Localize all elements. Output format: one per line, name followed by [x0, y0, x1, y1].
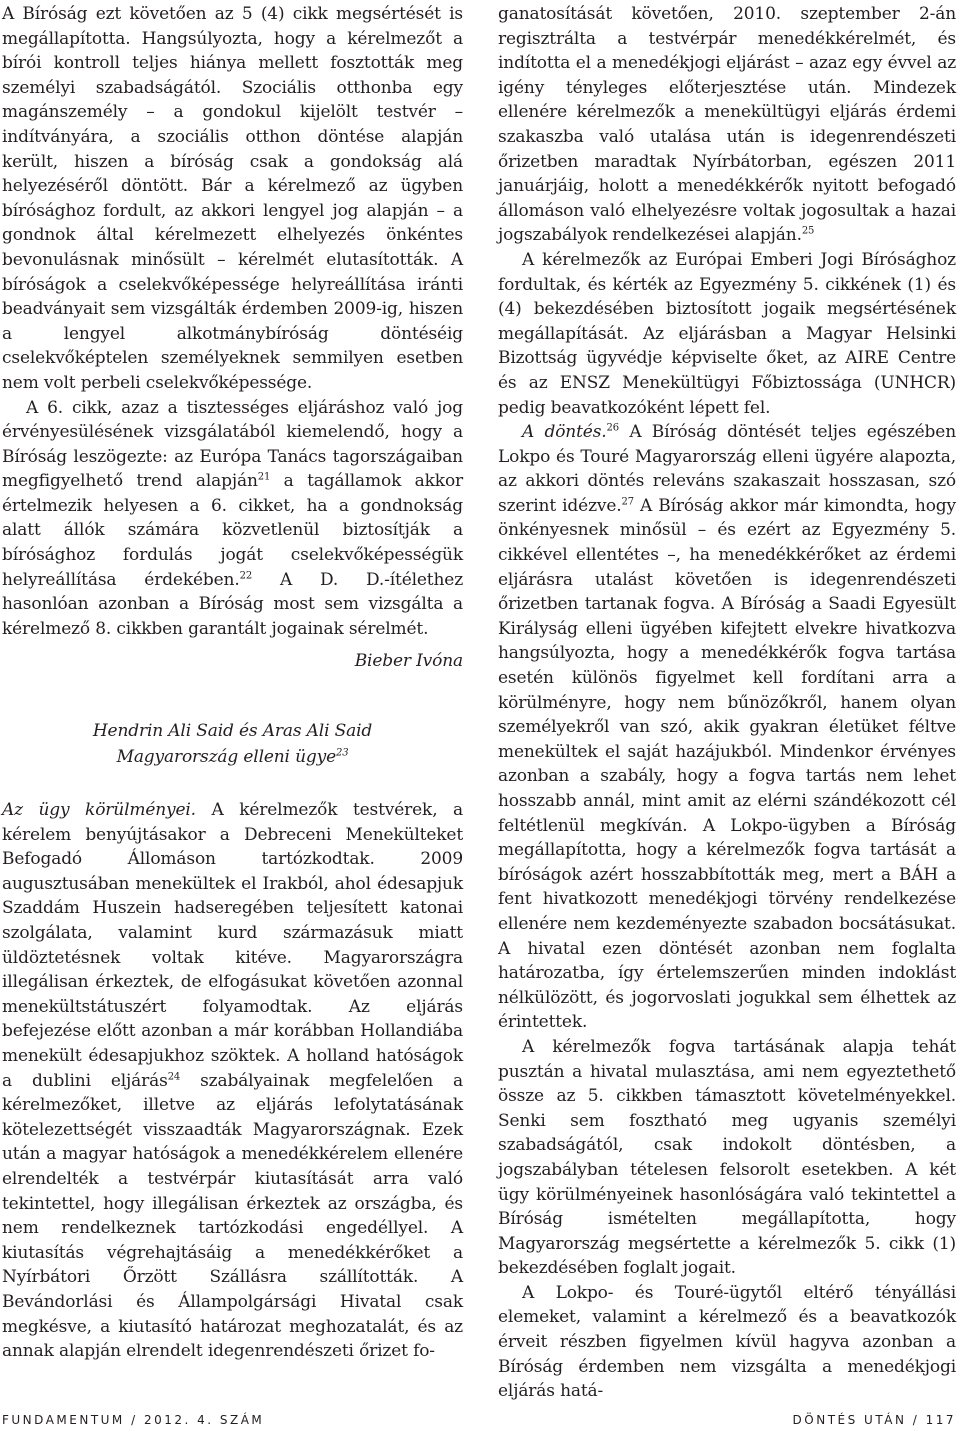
case-title-line-2	[2, 744, 463, 770]
paragraph: A kérelmezők fogva tartásának alapja tehát pusztán a hivatal mulasztása, ami nem egyeztethető össze az 5. cikkben támasztott követelményekkel. Senki sem fosztható meg ugyanis személyi szabadságától, csak indokolt döntésben, a jogszabályban tételesen felsorolt esetekben. A két ügy körülményeinek hasonlóságára való tekintettel a Bíróság ismételten megállapította, hogy Magyarország megsértette a kérelmezők 5. cikk (1) bekezdésében foglalt jogait.	[498, 1036, 956, 1279]
author-signature: Bieber Ivóna	[354, 651, 463, 672]
text: A D. D.-ítélethez hasonlóan azonban a Bíróság most sem vizsgálta a kérelmező 8. cikkben garantált jogainak sérelmét.	[2, 569, 464, 639]
paragraph	[2, 798, 463, 1364]
text: A Bíróság döntését teljes egészében Lokpo és Touré Magyarország elleni ügyére alapozta, az akkori döntés releváns szakaszait hosszasan, szó szerint idézve.	[498, 422, 957, 516]
footnote-ref: 22	[239, 570, 253, 581]
footnote-ref: 24	[167, 1070, 181, 1082]
paragraph	[498, 2, 956, 248]
text: Magyarország elleni ügye	[116, 747, 336, 768]
case-heading	[2, 718, 463, 770]
footnote-ref: 25	[801, 225, 815, 237]
text: A kérelmezők testvérek, a kérelem benyújtásakor a Debreceni Menekülteket Befogadó Állomáson tartózkodtak. 2009 augusztusában menekültek el Irakból, ahol édesapjuk Szaddám Huszein hadseregében teljesített katonai szolgálata, valamint kurd származásuk miatt üldöztetésnek voltak kitéve. Magyarországra illegálisan érkeztek, de elfogásukat követően azonnal menekültstátuszért folyamodtak. Az eljárás befejezése előtt azonban a már korábban Hollandiába menekült édesapjukhoz szöktek. A holland hatóságok a dublini eljárás	[2, 800, 464, 1091]
case-title-line-1: Hendrin Ali Said és Aras Ali Said	[92, 721, 373, 742]
paragraph: A Lokpo- és Touré-ügytől eltérő tényállási elemeket, valamint a kérelmező és a beavatkozók érveit részben figyelmen kívül hagyva azonban a Bíróság érdemben nem vizsgálta a menedékjogi eljárás hatá-	[498, 1282, 956, 1402]
paragraph: A kérelmezők az Európai Emberi Jogi Bírósághoz fordultak, és kérték az Egyezmény 5. cikkének (1) és (4) bekezdésében biztosított jogaik megsértésének megállapítását. Az eljárásban a Magyar Helsinki Bizottság ügyvédje képviselte őket, az AIRE Centre és az ENSZ Menekültügyi Főbiztossága (UNHCR) pedig beavatkozóként lépett fel.	[498, 249, 956, 418]
left-column	[2, 2, 463, 1364]
footer-journal: FUNDAMENTUM / 2012. 4. SZÁM	[2, 1413, 265, 1427]
footnote-ref: 26	[606, 422, 619, 434]
paragraph	[2, 396, 463, 642]
right-column	[498, 2, 956, 1404]
paragraph: A Bíróság ezt követően az 5 (4) cikk megsértését is megállapította. Hangsúlyozta, hogy a kérelmezőt a bírói kontroll teljes hiánya mellett fosztották meg személyi szabadságától. Szociális otthonba egy magánszemély – a gondokul kijelölt testvér – indítványára, a szociális otthon döntése alapján került, hiszen a bíróság csak a gondokság alá helyezéséről döntött. Bár a kérelmező az ügyben bírósághoz fordult, az akkori lengyel jog alapján – a gondnok által kérelmezett elhelyezés önkéntes bevonulásnak minősült – kérelmét elutasították. A bíróságok a cselekvőképessége helyreállítása iránti beadványait sem vizsgálták érdemben 2009-ig, hiszen a lengyel alkotmánybíróság döntéséig cselekvőképtelen személyeknek semmilyen esetben nem volt perbeli cselekvőképessége.	[2, 4, 463, 393]
text: szabályainak megfelelően a kérelmezőket, illetve az eljárás lefolytatásának kötelezettségét visszaadták Magyarországnak. Ezek után a magyar hatóságok a menedékkérelem ellenére elrendelték a testvérpár kiutasítását arra való tekintettel, hogy illegálisan érkeztek az országba, és nem rendelkeznek tartózkodási engedéllyel. A kiutasítás végrehajtásáig a menedékkérőket a Nyírbátori Őrzött Szállásra szállították. A Bevándorlási és Állampolgársági Hivatal csak megkésve, a kiutasító határozat meghozatalát, és az annak alapján elrendelt idegenrendészeti őrizet fo-	[2, 1070, 463, 1362]
footnote-ref: 23	[336, 747, 349, 759]
footer-page-number: DÖNTÉS UTÁN / 117	[792, 1413, 956, 1427]
section-label: Az ügy körülményei.	[2, 800, 196, 821]
text: a tagállamok akkor értelmezik helyesen a 6. cikket, ha a gondnokság alatt állók számára közvetlenül biztosítják a bírósághoz fordulás jogát cselekvőképességük helyreállítása érdekében.	[2, 471, 464, 590]
paragraph	[498, 420, 956, 1035]
footnote-ref: 27	[621, 496, 634, 508]
text: A 6. cikk, azaz a tisztességes eljáráshoz való jog érvényesülésének vizsgálatából kiemelendő, hogy a Bíróság leszögezte: az Európa Tanács tagországaiban megfigyelhető trend alapján	[2, 397, 463, 492]
text: ganatosítását követően, 2010. szeptember 2-án regisztrálta a testvérpár menedékkérelmét, és indította el a menedékjogi eljárást – azaz egy évvel az igény tényleges előterjesztése után. Mindezek ellenére kérelmezők a menekültügyi eljárás érdemi szakaszba való utalása után is idegenrendészeti őrizetben maradtak Nyírbátorban, egészen 2011 januárjáig, holott a menedékkérők nyitott befogadó állomáson való elhelyezésre voltak jogosultak a hazai jogszabályok rendelkezései alapján.	[498, 4, 956, 246]
footnote-ref: 21	[257, 471, 271, 483]
section-label: A döntés.	[522, 422, 607, 443]
text: A Bíróság akkor már kimondta, hogy önkényesnek minősül – és ezért az Egyezmény 5. cikkével ellentétes –, ha menedékkérőket az érdemi eljárásra utalást követően is idegenrendészeti őrizetben tartanak fogva. A Bíróság a Saadi Egyesült Királyság elleni ügyében kifejtett elvekre hivatkozva hangsúlyozta, hogy a menedékkérők fogva tartása esetén különös figyelmet kell fordítani arra a körülményre, hogy nem bűnözőkről, hanem olyan személyekről van szó, akik gyakran életüket féltve menekültek el saját hazájukból. Mindenkor érvényes azonban a szabály, hogy a fogva tartás nem lehet hosszabb annál, mint amit az elérni szándékozott cél feltétlenül megkíván. A Lokpo-ügyben a Bíróság megállapította, hogy a kérelmezők fogva tartását a bíróságok azért hosszabbították meg, mert a BÁH a fent hivatkozott menedékjogi törvény rendelkezése ellenére nem kezdeményezte szabadon bocsátásukat. A hivatal ezen döntését azonban nem foglalta határozatba, így értelemszerűen minden indoklást nélkülözött, és jogorvoslati jogukkal sem élhettek az érintettek.	[498, 495, 956, 1033]
